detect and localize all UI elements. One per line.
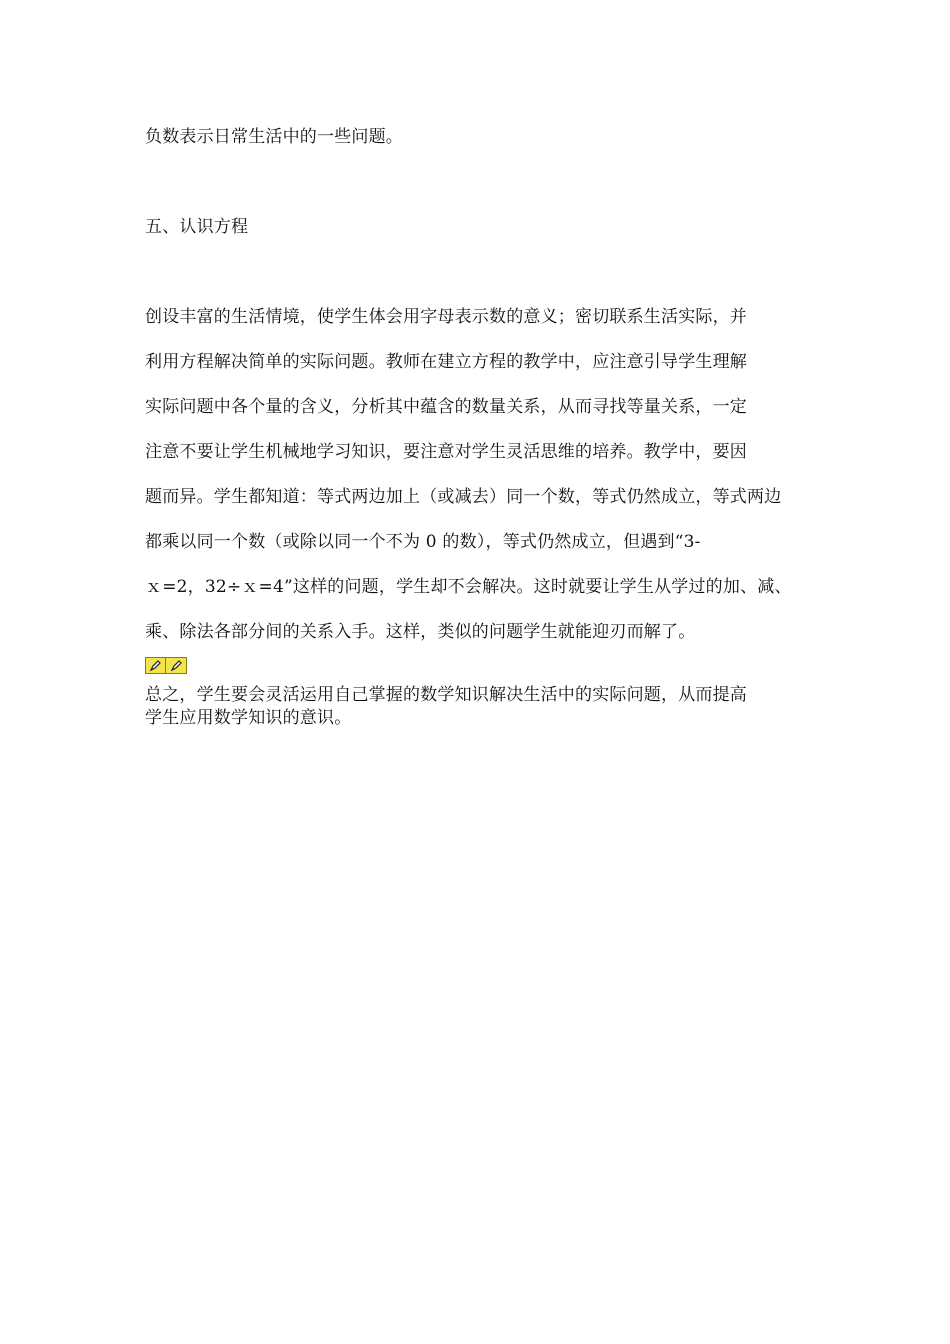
edit-pen-icon <box>145 657 166 674</box>
inline-icon-strip <box>145 657 187 674</box>
paragraph-line-5: 题而异。学生都知道：等式两边加上（或减去）同一个数，等式仍然成立，等式两边 <box>145 487 782 507</box>
intro-line: 负数表示日常生活中的一些问题。 <box>145 127 403 147</box>
summary-line-2: 学生应用数学知识的意识。 <box>145 708 352 728</box>
section-heading: 五、认识方程 <box>145 217 249 237</box>
paragraph-line-6: 都乘以同一个数（或除以同一个不为 0 的数），等式仍然成立，但遇到“3- <box>145 532 701 552</box>
paragraph-line-2: 利用方程解决简单的实际问题。教师在建立方程的教学中，应注意引导学生理解 <box>145 352 747 372</box>
edit-pen-icon <box>166 657 187 674</box>
summary-line-1: 总之，学生要会灵活运用自己掌握的数学知识解决生活中的实际问题，从而提高 <box>145 685 747 705</box>
paragraph-line-3: 实际问题中各个量的含义，分析其中蕴含的数量关系，从而寻找等量关系，一定 <box>145 397 747 417</box>
paragraph-line-1: 创设丰富的生活情境，使学生体会用字母表示数的意义；密切联系生活实际，并 <box>145 307 747 327</box>
paragraph-line-8: 乘、除法各部分间的关系入手。这样，类似的问题学生就能迎刃而解了。 <box>145 622 696 642</box>
paragraph-line-4: 注意不要让学生机械地学习知识，要注意对学生灵活思维的培养。教学中，要因 <box>145 442 747 462</box>
paragraph-line-7: ｘ=2，32÷ｘ=4”这样的问题，学生却不会解决。这时就要让学生从学过的加、减、 <box>145 577 792 597</box>
